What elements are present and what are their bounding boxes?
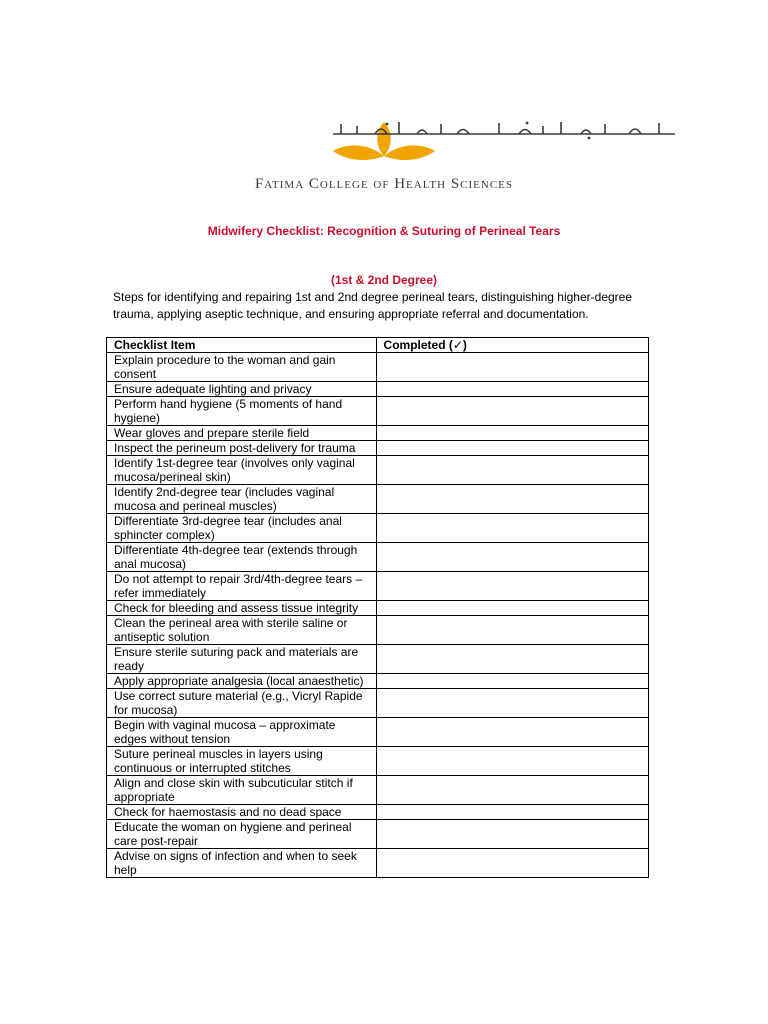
table-row xyxy=(107,601,649,616)
checklist-item: Explain procedure to the woman and gain consent xyxy=(107,353,377,382)
document-title: Midwifery Checklist: Recognition & Suturing of Perineal Tears xyxy=(207,224,561,238)
table-row xyxy=(107,514,649,543)
intro-paragraph: Steps for identifying and repairing 1st and 2nd degree perineal tears, distinguishing higher-degree trauma, applying aseptic technique, and ensuring appropriate referral and documentation. xyxy=(113,290,633,321)
table-row xyxy=(107,718,649,747)
checklist-item: Identify 1st-degree tear (involves only vaginal mucosa/perineal skin) xyxy=(107,456,377,485)
checklist-item: Check for bleeding and assess tissue integrity xyxy=(107,601,377,616)
table-row xyxy=(107,747,649,776)
table-row xyxy=(107,776,649,805)
table-row xyxy=(107,849,649,878)
college-name: Fatima College of Health Sciences xyxy=(254,176,514,192)
checklist-item: Ensure sterile suturing pack and materials are ready xyxy=(107,645,377,674)
column-header-item: Checklist Item xyxy=(107,338,377,353)
column-header-completed: Completed (✓) xyxy=(376,338,648,353)
completed-cell[interactable] xyxy=(376,674,648,689)
table-row xyxy=(107,543,649,572)
checklist-table xyxy=(106,337,649,878)
completed-cell[interactable] xyxy=(376,543,648,572)
table-row xyxy=(107,645,649,674)
checklist-item: Advise on signs of infection and when to seek help xyxy=(107,849,377,878)
college-logo xyxy=(0,118,768,198)
table-row xyxy=(107,820,649,849)
checklist-item: Begin with vaginal mucosa – approximate edges without tension xyxy=(107,718,377,747)
completed-cell[interactable] xyxy=(376,426,648,441)
completed-cell[interactable] xyxy=(376,514,648,543)
table-row xyxy=(107,689,649,718)
completed-cell[interactable] xyxy=(376,485,648,514)
completed-cell[interactable] xyxy=(376,397,648,426)
completed-cell[interactable] xyxy=(376,645,648,674)
completed-cell[interactable] xyxy=(376,776,648,805)
checklist-item: Do not attempt to repair 3rd/4th-degree tears – refer immediately xyxy=(107,572,377,601)
checklist-item: Ensure adequate lighting and privacy xyxy=(107,382,377,397)
checklist-item: Align and close skin with subcuticular stitch if appropriate xyxy=(107,776,377,805)
checklist-item: Differentiate 3rd-degree tear (includes anal sphincter complex) xyxy=(107,514,377,543)
table-row xyxy=(107,674,649,689)
checklist-item: Wear gloves and prepare sterile field xyxy=(107,426,377,441)
completed-cell[interactable] xyxy=(376,572,648,601)
arabic-name-logotype xyxy=(329,118,679,140)
completed-cell[interactable] xyxy=(376,849,648,878)
table-row xyxy=(107,426,649,441)
checklist-item: Inspect the perineum post-delivery for trauma xyxy=(107,441,377,456)
checklist-item: Suture perineal muscles in layers using continuous or interrupted stitches xyxy=(107,747,377,776)
completed-cell[interactable] xyxy=(376,456,648,485)
table-row xyxy=(107,382,649,397)
completed-cell[interactable] xyxy=(376,353,648,382)
table-row xyxy=(107,805,649,820)
completed-cell[interactable] xyxy=(376,601,648,616)
table-row xyxy=(107,485,649,514)
completed-cell[interactable] xyxy=(376,747,648,776)
checklist-item: Identify 2nd-degree tear (includes vaginal mucosa and perineal muscles) xyxy=(107,485,377,514)
table-row xyxy=(107,441,649,456)
checklist-item: Educate the woman on hygiene and perineal care post-repair xyxy=(107,820,377,849)
completed-cell[interactable] xyxy=(376,689,648,718)
completed-cell[interactable] xyxy=(376,718,648,747)
completed-cell[interactable] xyxy=(376,382,648,397)
completed-cell[interactable] xyxy=(376,441,648,456)
table-header-row xyxy=(107,338,649,353)
checklist-item: Differentiate 4th-degree tear (extends through anal mucosa) xyxy=(107,543,377,572)
table-row xyxy=(107,616,649,645)
checklist-item: Perform hand hygiene (5 moments of hand hygiene) xyxy=(107,397,377,426)
table-row xyxy=(107,397,649,426)
checklist-item: Clean the perineal area with sterile saline or antiseptic solution xyxy=(107,616,377,645)
document-subtitle: (1st & 2nd Degree) xyxy=(330,273,438,287)
table-row xyxy=(107,353,649,382)
completed-cell[interactable] xyxy=(376,805,648,820)
table-row xyxy=(107,572,649,601)
completed-cell[interactable] xyxy=(376,820,648,849)
checklist-item: Use correct suture material (e.g., Vicryl Rapide for mucosa) xyxy=(107,689,377,718)
checklist-item: Check for haemostasis and no dead space xyxy=(107,805,377,820)
table-row xyxy=(107,456,649,485)
checklist-item: Apply appropriate analgesia (local anaesthetic) xyxy=(107,674,377,689)
completed-cell[interactable] xyxy=(376,616,648,645)
